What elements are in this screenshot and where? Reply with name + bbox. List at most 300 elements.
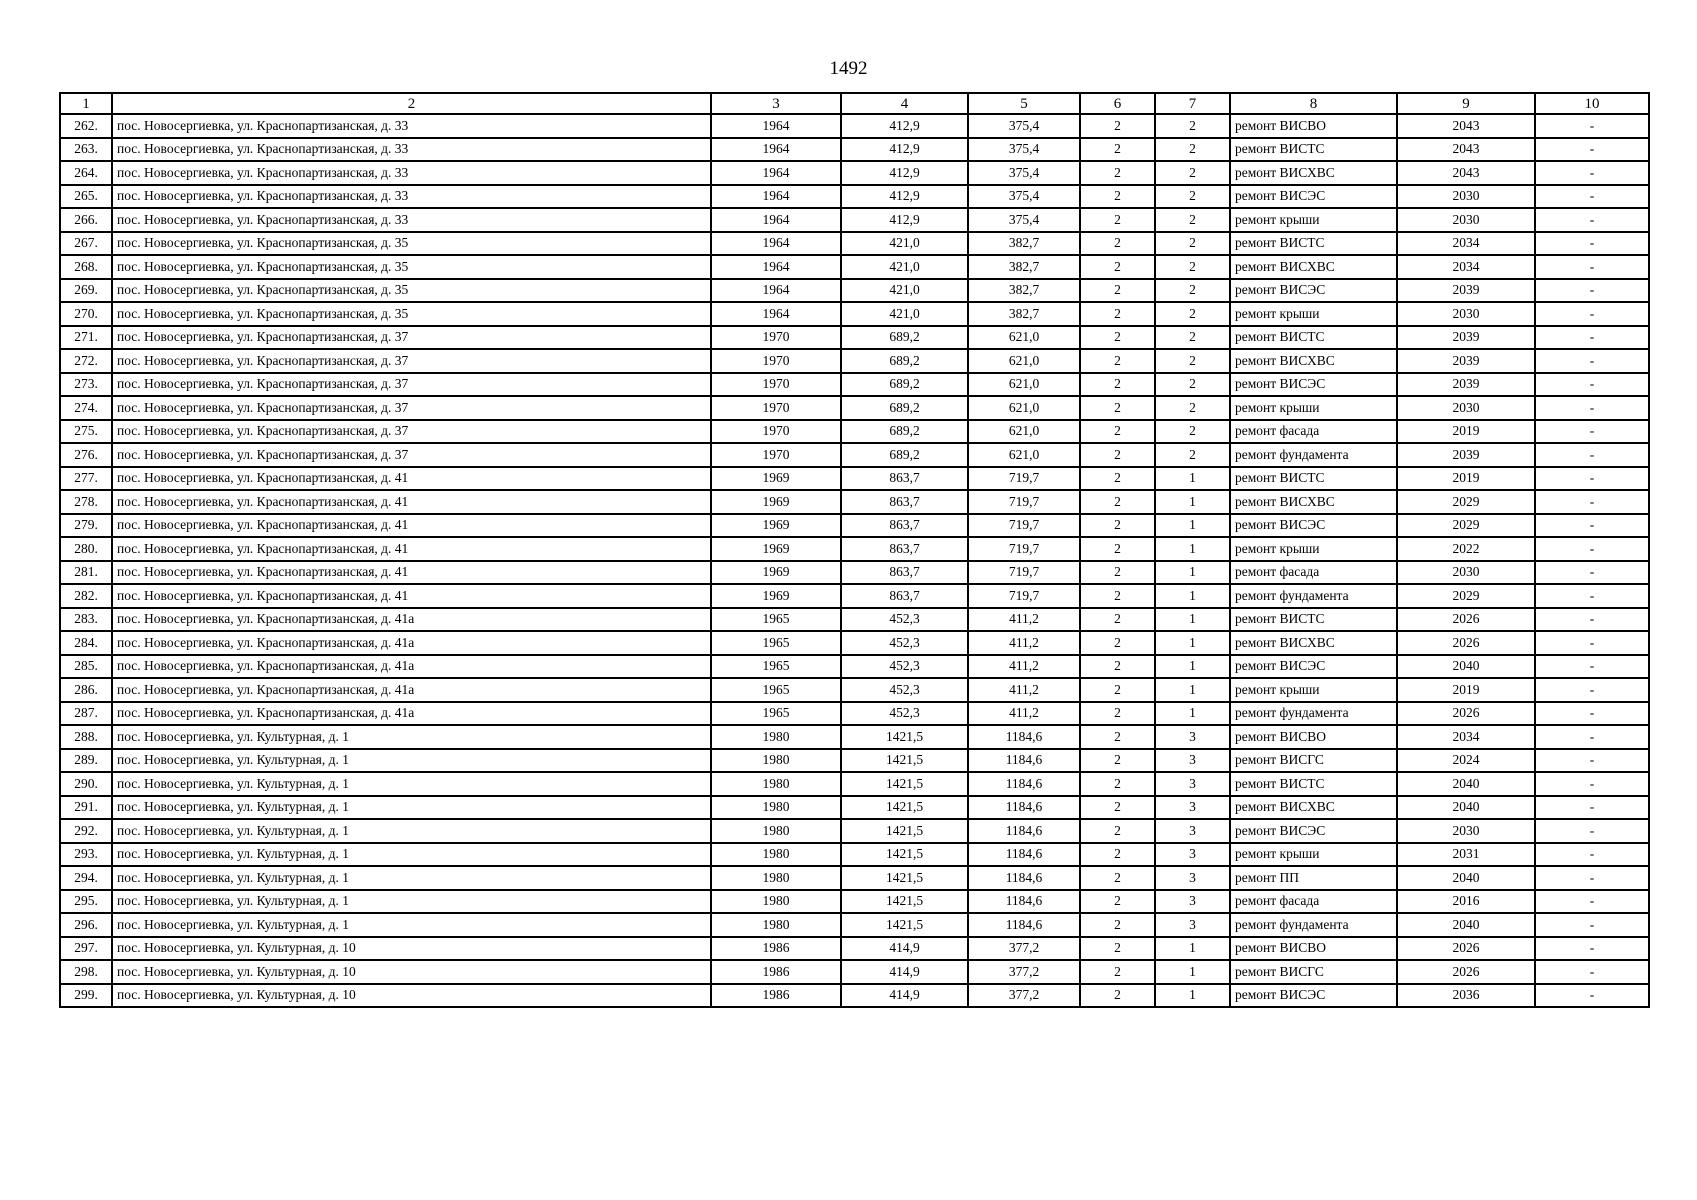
total-area-cell: 412,9 (841, 185, 968, 209)
total-area-cell: 452,3 (841, 608, 968, 632)
planned-year-cell: 2026 (1397, 631, 1535, 655)
row-number-cell: 295. (60, 890, 112, 914)
total-area-cell: 452,3 (841, 631, 968, 655)
planned-year-cell: 2019 (1397, 467, 1535, 491)
entrances-cell: 2 (1155, 302, 1230, 326)
note-cell: - (1535, 702, 1649, 726)
living-area-cell: 411,2 (968, 678, 1080, 702)
planned-year-cell: 2039 (1397, 443, 1535, 467)
address-cell: пос. Новосергиевка, ул. Краснопартизанская, д. 33 (112, 138, 711, 162)
entrances-cell: 2 (1155, 279, 1230, 303)
planned-year-cell: 2034 (1397, 255, 1535, 279)
total-area-cell: 863,7 (841, 561, 968, 585)
note-cell: - (1535, 772, 1649, 796)
address-cell: пос. Новосергиевка, ул. Культурная, д. 1 (112, 913, 711, 937)
year-cell: 1965 (711, 702, 841, 726)
table-body (60, 114, 1649, 1007)
floors-cell: 2 (1080, 420, 1155, 444)
page-number: 1492 (829, 58, 868, 79)
row-number-cell: 288. (60, 725, 112, 749)
note-cell: - (1535, 796, 1649, 820)
work-type-cell: ремонт фасада (1230, 420, 1397, 444)
address-cell: пос. Новосергиевка, ул. Краснопартизанская, д. 41а (112, 678, 711, 702)
address-cell: пос. Новосергиевка, ул. Культурная, д. 1 (112, 819, 711, 843)
work-type-cell: ремонт ВИСГС (1230, 749, 1397, 773)
entrances-cell: 2 (1155, 185, 1230, 209)
note-cell: - (1535, 866, 1649, 890)
table-row (60, 561, 1649, 585)
table-row (60, 960, 1649, 984)
table-row (60, 326, 1649, 350)
total-area-cell: 1421,5 (841, 819, 968, 843)
note-cell: - (1535, 819, 1649, 843)
work-type-cell: ремонт ВИСЭС (1230, 819, 1397, 843)
address-cell: пос. Новосергиевка, ул. Краснопартизанская, д. 41 (112, 514, 711, 538)
planned-year-cell: 2030 (1397, 819, 1535, 843)
address-cell: пос. Новосергиевка, ул. Краснопартизанская, д. 35 (112, 232, 711, 256)
address-cell: пос. Новосергиевка, ул. Краснопартизанская, д. 35 (112, 302, 711, 326)
year-cell: 1965 (711, 608, 841, 632)
address-cell: пос. Новосергиевка, ул. Краснопартизанская, д. 37 (112, 420, 711, 444)
address-cell: пос. Новосергиевка, ул. Культурная, д. 1 (112, 796, 711, 820)
living-area-cell: 411,2 (968, 702, 1080, 726)
floors-cell: 2 (1080, 608, 1155, 632)
table-row (60, 749, 1649, 773)
planned-year-cell: 2043 (1397, 114, 1535, 138)
year-cell: 1965 (711, 631, 841, 655)
year-cell: 1964 (711, 138, 841, 162)
planned-year-cell: 2036 (1397, 984, 1535, 1008)
address-cell: пос. Новосергиевка, ул. Краснопартизанская, д. 41а (112, 608, 711, 632)
note-cell: - (1535, 749, 1649, 773)
living-area-cell: 375,4 (968, 208, 1080, 232)
note-cell: - (1535, 631, 1649, 655)
entrances-cell: 3 (1155, 913, 1230, 937)
work-type-cell: ремонт ВИСЭС (1230, 655, 1397, 679)
row-number-cell: 275. (60, 420, 112, 444)
work-type-cell: ремонт ВИСТС (1230, 608, 1397, 632)
year-cell: 1970 (711, 349, 841, 373)
total-area-cell: 1421,5 (841, 772, 968, 796)
planned-year-cell: 2039 (1397, 373, 1535, 397)
table-row (60, 396, 1649, 420)
living-area-cell: 719,7 (968, 467, 1080, 491)
planned-year-cell: 2026 (1397, 960, 1535, 984)
entrances-cell: 1 (1155, 608, 1230, 632)
registry-table (59, 92, 1650, 1008)
floors-cell: 2 (1080, 114, 1155, 138)
total-area-cell: 452,3 (841, 702, 968, 726)
row-number-cell: 291. (60, 796, 112, 820)
row-number-cell: 269. (60, 279, 112, 303)
table-row (60, 772, 1649, 796)
living-area-cell: 719,7 (968, 537, 1080, 561)
row-number-cell: 283. (60, 608, 112, 632)
table-row (60, 443, 1649, 467)
floors-cell: 2 (1080, 537, 1155, 561)
address-cell: пос. Новосергиевка, ул. Культурная, д. 10 (112, 984, 711, 1008)
living-area-cell: 719,7 (968, 584, 1080, 608)
living-area-cell: 1184,6 (968, 843, 1080, 867)
table-row (60, 185, 1649, 209)
total-area-cell: 412,9 (841, 138, 968, 162)
note-cell: - (1535, 443, 1649, 467)
address-cell: пос. Новосергиевка, ул. Краснопартизанская, д. 41а (112, 702, 711, 726)
entrances-cell: 1 (1155, 702, 1230, 726)
entrances-cell: 1 (1155, 514, 1230, 538)
year-cell: 1964 (711, 208, 841, 232)
table-row (60, 467, 1649, 491)
planned-year-cell: 2024 (1397, 749, 1535, 773)
living-area-cell: 1184,6 (968, 890, 1080, 914)
row-number-cell: 267. (60, 232, 112, 256)
note-cell: - (1535, 185, 1649, 209)
note-cell: - (1535, 655, 1649, 679)
total-area-cell: 452,3 (841, 678, 968, 702)
row-number-cell: 282. (60, 584, 112, 608)
note-cell: - (1535, 114, 1649, 138)
address-cell: пос. Новосергиевка, ул. Краснопартизанская, д. 41 (112, 584, 711, 608)
address-cell: пос. Новосергиевка, ул. Культурная, д. 10 (112, 937, 711, 961)
note-cell: - (1535, 373, 1649, 397)
living-area-cell: 377,2 (968, 960, 1080, 984)
year-cell: 1980 (711, 819, 841, 843)
table-row (60, 937, 1649, 961)
address-cell: пос. Новосергиевка, ул. Краснопартизанская, д. 41 (112, 537, 711, 561)
entrances-cell: 1 (1155, 631, 1230, 655)
header-col-total-area: 4 (841, 93, 968, 114)
work-type-cell: ремонт крыши (1230, 537, 1397, 561)
entrances-cell: 2 (1155, 138, 1230, 162)
row-number-cell: 266. (60, 208, 112, 232)
work-type-cell: ремонт фундамента (1230, 443, 1397, 467)
living-area-cell: 621,0 (968, 443, 1080, 467)
living-area-cell: 375,4 (968, 161, 1080, 185)
address-cell: пос. Новосергиевка, ул. Краснопартизанская, д. 41 (112, 561, 711, 585)
note-cell: - (1535, 420, 1649, 444)
row-number-cell: 287. (60, 702, 112, 726)
floors-cell: 2 (1080, 373, 1155, 397)
table-row (60, 843, 1649, 867)
total-area-cell: 412,9 (841, 208, 968, 232)
work-type-cell: ремонт фундамента (1230, 584, 1397, 608)
row-number-cell: 271. (60, 326, 112, 350)
work-type-cell: ремонт фундамента (1230, 913, 1397, 937)
planned-year-cell: 2029 (1397, 584, 1535, 608)
total-area-cell: 689,2 (841, 373, 968, 397)
floors-cell: 2 (1080, 960, 1155, 984)
year-cell: 1980 (711, 890, 841, 914)
floors-cell: 2 (1080, 302, 1155, 326)
row-number-cell: 280. (60, 537, 112, 561)
note-cell: - (1535, 678, 1649, 702)
address-cell: пос. Новосергиевка, ул. Краснопартизанская, д. 35 (112, 279, 711, 303)
header-col-number: 1 (60, 93, 112, 114)
total-area-cell: 689,2 (841, 396, 968, 420)
table-row (60, 608, 1649, 632)
work-type-cell: ремонт ВИСТС (1230, 772, 1397, 796)
living-area-cell: 719,7 (968, 514, 1080, 538)
work-type-cell: ремонт ВИСЭС (1230, 984, 1397, 1008)
living-area-cell: 719,7 (968, 490, 1080, 514)
address-cell: пос. Новосергиевка, ул. Культурная, д. 1 (112, 725, 711, 749)
table-row (60, 232, 1649, 256)
row-number-cell: 278. (60, 490, 112, 514)
year-cell: 1964 (711, 232, 841, 256)
work-type-cell: ремонт ВИСТС (1230, 467, 1397, 491)
living-area-cell: 1184,6 (968, 749, 1080, 773)
note-cell: - (1535, 349, 1649, 373)
address-cell: пос. Новосергиевка, ул. Краснопартизанская, д. 33 (112, 114, 711, 138)
row-number-cell: 289. (60, 749, 112, 773)
total-area-cell: 1421,5 (841, 843, 968, 867)
table-header-row (60, 93, 1649, 114)
floors-cell: 2 (1080, 490, 1155, 514)
row-number-cell: 273. (60, 373, 112, 397)
year-cell: 1970 (711, 443, 841, 467)
entrances-cell: 1 (1155, 537, 1230, 561)
table-row (60, 373, 1649, 397)
total-area-cell: 412,9 (841, 161, 968, 185)
address-cell: пос. Новосергиевка, ул. Краснопартизанская, д. 37 (112, 349, 711, 373)
row-number-cell: 299. (60, 984, 112, 1008)
living-area-cell: 411,2 (968, 631, 1080, 655)
table-row (60, 819, 1649, 843)
entrances-cell: 1 (1155, 561, 1230, 585)
work-type-cell: ремонт ПП (1230, 866, 1397, 890)
work-type-cell: ремонт ВИСЭС (1230, 279, 1397, 303)
living-area-cell: 382,7 (968, 302, 1080, 326)
work-type-cell: ремонт ВИСВО (1230, 725, 1397, 749)
total-area-cell: 689,2 (841, 420, 968, 444)
entrances-cell: 2 (1155, 349, 1230, 373)
total-area-cell: 421,0 (841, 255, 968, 279)
entrances-cell: 1 (1155, 467, 1230, 491)
year-cell: 1980 (711, 866, 841, 890)
note-cell: - (1535, 208, 1649, 232)
work-type-cell: ремонт фасада (1230, 890, 1397, 914)
planned-year-cell: 2040 (1397, 655, 1535, 679)
header-col-year: 3 (711, 93, 841, 114)
living-area-cell: 377,2 (968, 984, 1080, 1008)
total-area-cell: 414,9 (841, 937, 968, 961)
table-row (60, 537, 1649, 561)
planned-year-cell: 2022 (1397, 537, 1535, 561)
total-area-cell: 414,9 (841, 960, 968, 984)
planned-year-cell: 2030 (1397, 302, 1535, 326)
work-type-cell: ремонт ВИСГС (1230, 960, 1397, 984)
year-cell: 1964 (711, 185, 841, 209)
entrances-cell: 1 (1155, 584, 1230, 608)
year-cell: 1964 (711, 302, 841, 326)
floors-cell: 2 (1080, 584, 1155, 608)
planned-year-cell: 2026 (1397, 937, 1535, 961)
table-row (60, 161, 1649, 185)
floors-cell: 2 (1080, 349, 1155, 373)
row-number-cell: 281. (60, 561, 112, 585)
floors-cell: 2 (1080, 913, 1155, 937)
note-cell: - (1535, 561, 1649, 585)
year-cell: 1970 (711, 373, 841, 397)
table-row (60, 702, 1649, 726)
address-cell: пос. Новосергиевка, ул. Культурная, д. 1 (112, 772, 711, 796)
floors-cell: 2 (1080, 937, 1155, 961)
table-row (60, 349, 1649, 373)
floors-cell: 2 (1080, 843, 1155, 867)
total-area-cell: 1421,5 (841, 725, 968, 749)
table-row (60, 866, 1649, 890)
planned-year-cell: 2019 (1397, 420, 1535, 444)
floors-cell: 2 (1080, 396, 1155, 420)
total-area-cell: 863,7 (841, 584, 968, 608)
entrances-cell: 3 (1155, 890, 1230, 914)
floors-cell: 2 (1080, 467, 1155, 491)
table-row (60, 913, 1649, 937)
address-cell: пос. Новосергиевка, ул. Краснопартизанская, д. 37 (112, 443, 711, 467)
row-number-cell: 293. (60, 843, 112, 867)
living-area-cell: 621,0 (968, 420, 1080, 444)
entrances-cell: 3 (1155, 866, 1230, 890)
note-cell: - (1535, 890, 1649, 914)
total-area-cell: 1421,5 (841, 913, 968, 937)
address-cell: пос. Новосергиевка, ул. Краснопартизанская, д. 41а (112, 655, 711, 679)
table-row (60, 208, 1649, 232)
living-area-cell: 375,4 (968, 185, 1080, 209)
row-number-cell: 263. (60, 138, 112, 162)
planned-year-cell: 2040 (1397, 772, 1535, 796)
row-number-cell: 265. (60, 185, 112, 209)
header-col-address: 2 (112, 93, 711, 114)
header-col-living-area: 5 (968, 93, 1080, 114)
year-cell: 1965 (711, 678, 841, 702)
entrances-cell: 2 (1155, 208, 1230, 232)
address-cell: пос. Новосергиевка, ул. Краснопартизанская, д. 33 (112, 161, 711, 185)
year-cell: 1986 (711, 937, 841, 961)
work-type-cell: ремонт ВИСЭС (1230, 373, 1397, 397)
floors-cell: 2 (1080, 185, 1155, 209)
entrances-cell: 3 (1155, 819, 1230, 843)
table-row (60, 584, 1649, 608)
planned-year-cell: 2026 (1397, 608, 1535, 632)
floors-cell: 2 (1080, 984, 1155, 1008)
note-cell: - (1535, 937, 1649, 961)
floors-cell: 2 (1080, 631, 1155, 655)
total-area-cell: 863,7 (841, 467, 968, 491)
row-number-cell: 285. (60, 655, 112, 679)
address-cell: пос. Новосергиевка, ул. Культурная, д. 1 (112, 890, 711, 914)
floors-cell: 2 (1080, 772, 1155, 796)
entrances-cell: 1 (1155, 960, 1230, 984)
note-cell: - (1535, 467, 1649, 491)
entrances-cell: 2 (1155, 373, 1230, 397)
note-cell: - (1535, 326, 1649, 350)
year-cell: 1980 (711, 843, 841, 867)
living-area-cell: 375,4 (968, 138, 1080, 162)
entrances-cell: 1 (1155, 984, 1230, 1008)
floors-cell: 2 (1080, 514, 1155, 538)
work-type-cell: ремонт ВИСХВС (1230, 349, 1397, 373)
row-number-cell: 262. (60, 114, 112, 138)
floors-cell: 2 (1080, 819, 1155, 843)
planned-year-cell: 2026 (1397, 702, 1535, 726)
entrances-cell: 2 (1155, 420, 1230, 444)
total-area-cell: 689,2 (841, 443, 968, 467)
living-area-cell: 1184,6 (968, 913, 1080, 937)
living-area-cell: 621,0 (968, 373, 1080, 397)
planned-year-cell: 2030 (1397, 396, 1535, 420)
table-row (60, 279, 1649, 303)
row-number-cell: 270. (60, 302, 112, 326)
year-cell: 1964 (711, 114, 841, 138)
address-cell: пос. Новосергиевка, ул. Краснопартизанская, д. 33 (112, 208, 711, 232)
floors-cell: 2 (1080, 655, 1155, 679)
table-row (60, 255, 1649, 279)
living-area-cell: 382,7 (968, 279, 1080, 303)
year-cell: 1970 (711, 326, 841, 350)
address-cell: пос. Новосергиевка, ул. Культурная, д. 10 (112, 960, 711, 984)
table-row (60, 796, 1649, 820)
planned-year-cell: 2030 (1397, 208, 1535, 232)
table-row (60, 420, 1649, 444)
year-cell: 1980 (711, 796, 841, 820)
work-type-cell: ремонт крыши (1230, 302, 1397, 326)
row-number-cell: 297. (60, 937, 112, 961)
year-cell: 1969 (711, 467, 841, 491)
year-cell: 1969 (711, 537, 841, 561)
note-cell: - (1535, 913, 1649, 937)
work-type-cell: ремонт крыши (1230, 843, 1397, 867)
living-area-cell: 621,0 (968, 326, 1080, 350)
work-type-cell: ремонт крыши (1230, 396, 1397, 420)
address-cell: пос. Новосергиевка, ул. Культурная, д. 1 (112, 749, 711, 773)
row-number-cell: 272. (60, 349, 112, 373)
floors-cell: 2 (1080, 161, 1155, 185)
row-number-cell: 274. (60, 396, 112, 420)
floors-cell: 2 (1080, 749, 1155, 773)
note-cell: - (1535, 843, 1649, 867)
total-area-cell: 452,3 (841, 655, 968, 679)
row-number-cell: 298. (60, 960, 112, 984)
planned-year-cell: 2040 (1397, 796, 1535, 820)
living-area-cell: 411,2 (968, 608, 1080, 632)
note-cell: - (1535, 960, 1649, 984)
total-area-cell: 863,7 (841, 537, 968, 561)
floors-cell: 2 (1080, 678, 1155, 702)
planned-year-cell: 2043 (1397, 161, 1535, 185)
living-area-cell: 621,0 (968, 349, 1080, 373)
year-cell: 1964 (711, 279, 841, 303)
table-row (60, 138, 1649, 162)
planned-year-cell: 2016 (1397, 890, 1535, 914)
entrances-cell: 3 (1155, 796, 1230, 820)
total-area-cell: 1421,5 (841, 890, 968, 914)
year-cell: 1986 (711, 960, 841, 984)
note-cell: - (1535, 725, 1649, 749)
note-cell: - (1535, 608, 1649, 632)
floors-cell: 2 (1080, 561, 1155, 585)
living-area-cell: 382,7 (968, 255, 1080, 279)
living-area-cell: 719,7 (968, 561, 1080, 585)
work-type-cell: ремонт ВИСТС (1230, 138, 1397, 162)
year-cell: 1969 (711, 514, 841, 538)
address-cell: пос. Новосергиевка, ул. Краснопартизанская, д. 41а (112, 631, 711, 655)
entrances-cell: 2 (1155, 232, 1230, 256)
header-col-entrances: 7 (1155, 93, 1230, 114)
table-row (60, 984, 1649, 1008)
living-area-cell: 382,7 (968, 232, 1080, 256)
note-cell: - (1535, 396, 1649, 420)
work-type-cell: ремонт ВИСХВС (1230, 631, 1397, 655)
